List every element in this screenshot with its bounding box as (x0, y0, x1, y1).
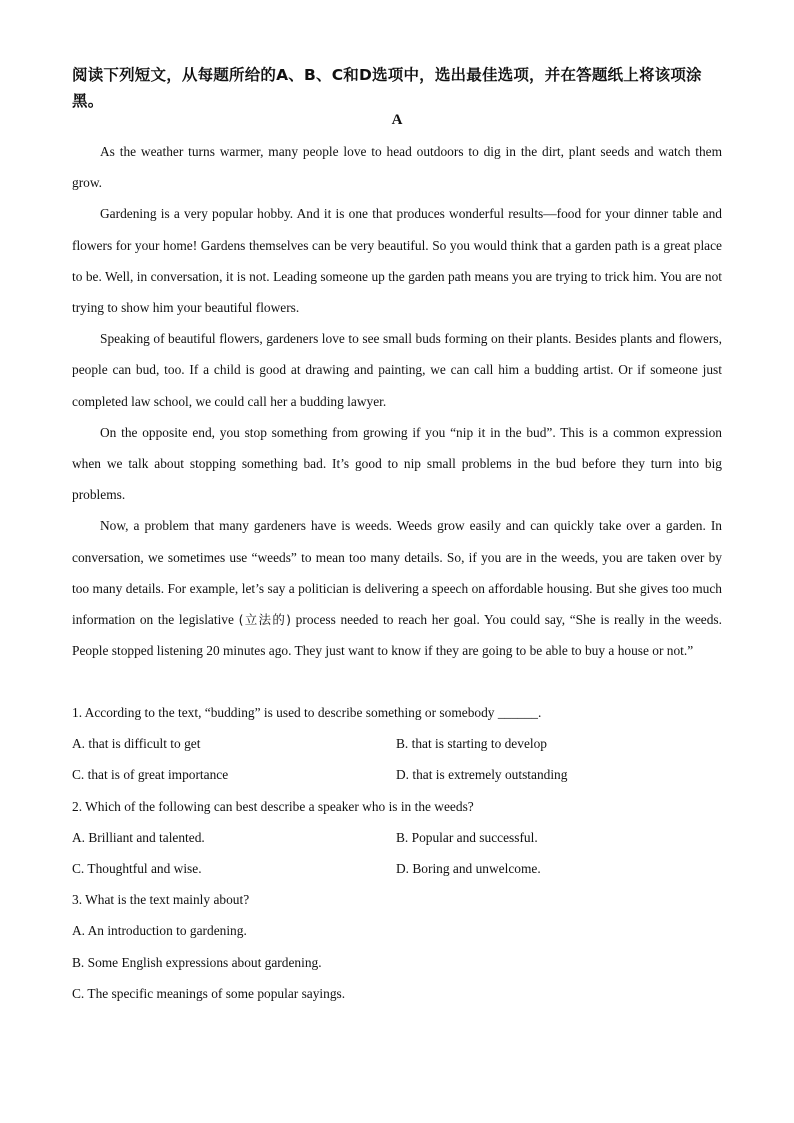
question-list (72, 697, 722, 1009)
option-b: B. Some English expressions about gardening. (72, 954, 322, 970)
question-1 (72, 697, 722, 791)
option-b: B. Popular and successful. (396, 829, 538, 845)
section-heading: A (391, 112, 403, 128)
passage-paragraph-2: Gardening is a very popular hobby. And it is one that produces wonderful results—food for your dinner table and flowers for your home! Gardens themselves can be very beautiful. So you would think that a garden path is a great place to be. Well, in conversation, it is not. Leading someone up the garden path means you are trying to trick him. You are not trying to show him your beautiful flowers. (72, 206, 722, 316)
question-stem: 2. Which of the following can best describe a speaker who is in the weeds? (72, 798, 474, 814)
passage-paragraph-5 (72, 510, 722, 666)
option-d: D. that is extremely outstanding (396, 767, 568, 783)
question-stem: 1. According to the text, “budding” is used to describe something or somebody ______. (72, 705, 542, 720)
option-c: C. Thoughtful and wise. (72, 860, 202, 876)
passage-paragraph-5-part-2: process needed to reach her goal. You could say, “She is really in the weeds. People stopped listening 20 minutes ago. They just want to know if they are going to be able to buy a house or not.” (72, 612, 722, 659)
question-3 (72, 884, 722, 1009)
passage-paragraph-3: Speaking of beautiful flowers, gardeners love to see small buds forming on their plants. Besides plants and flowers, people can bud, too. If a child is good at drawing and painting, we can call him a budding artist. Or if someone just completed law school, we could call her a budding lawyer. (72, 331, 722, 409)
option-b: B. that is starting to develop (396, 736, 547, 752)
question-2 (72, 791, 722, 885)
passage-paragraph-5-part-1: Now, a problem that many gardeners have is weeds. Weeds grow easily and can quickly take over a garden. In conversation, we sometimes use “weeds” to mean too many details. So, if you are in the weeds, you are taken over by too many details. For example, let’s say a politician is delivering a speech on affordable housing. But she gives too much information on the legislative (72, 518, 722, 628)
option-d: D. Boring and unwelcome. (396, 860, 541, 876)
passage-paragraph-1: As the weather turns warmer, many people love to head outdoors to dig in the dirt, plant seeds and watch them grow. (72, 144, 722, 191)
passage-paragraph-4: On the opposite end, you stop something from growing if you “nip it in the bud”. This is a common expression when we talk about stopping something bad. It’s good to nip small problems in the bud before they turn into big problems. (72, 424, 722, 503)
chinese-gloss: (立法的) (238, 612, 292, 628)
option-c: C. The specific meanings of some popular sayings. (72, 985, 346, 1001)
reading-instruction: 阅读下列短文，从每题所给的A、B、C和D选项中，选出最佳选项，并在答题纸上将该项涂黑。 (72, 66, 702, 110)
reading-passage (72, 136, 722, 666)
option-c: C. that is of great importance (72, 767, 229, 783)
option-a: A. Brilliant and talented. (72, 829, 205, 845)
option-a: A. that is difficult to get (72, 736, 201, 752)
question-stem: 3. What is the text mainly about? (72, 892, 250, 908)
option-a: A. An introduction to gardening. (72, 923, 247, 939)
